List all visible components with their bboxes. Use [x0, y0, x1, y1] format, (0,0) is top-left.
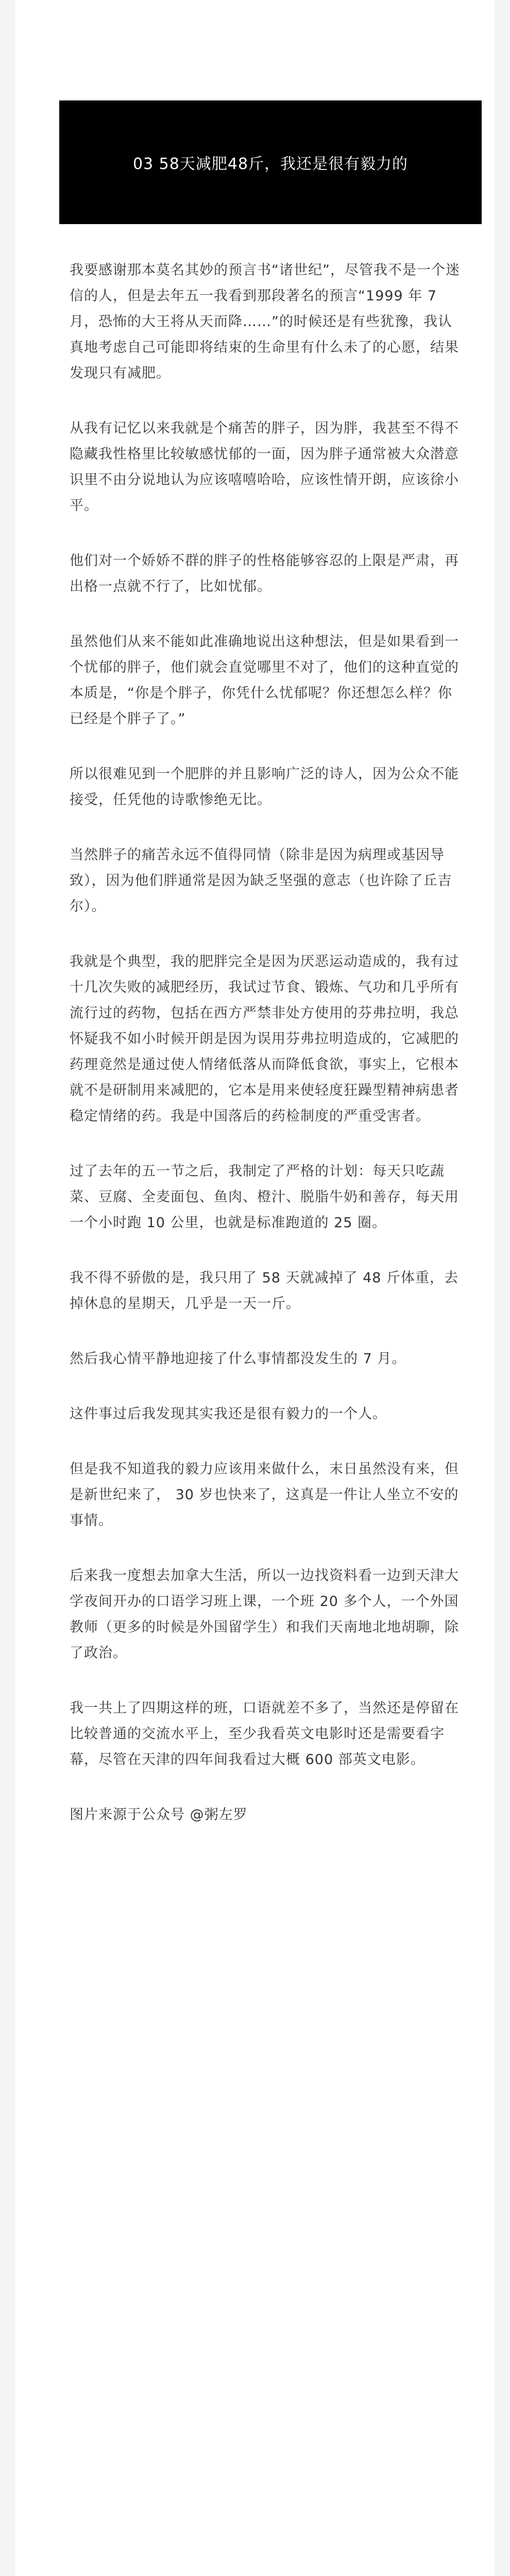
paragraph: 我一共上了四期这样的班，口语就差不多了，当然还是停留在比较普通的交流水平上，至少我看英文电影时还是需要看字幕，尽管在天津的四年间我看过大概 600 部英文电影。	[70, 1700, 459, 1768]
paragraph: 过了去年的五一节之后，我制定了严格的计划：每天只吃蔬菜、豆腐、全麦面包、鱼肉、橙汁、脱脂牛奶和善存，每天用一个小时跑 10 公里，也就是标准跑道的 25 圈。	[70, 1163, 459, 1231]
paragraph: 他们对一个娇娇不群的胖子的性格能够容忍的上限是严肃，再出格一点就不行了，比如忧郁。	[70, 553, 459, 595]
paragraph: 从我有记忆以来我就是个痛苦的胖子，因为胖，我甚至不得不隐藏我性格里比较敏感忧郁的一面，因为胖子通常被大众潜意识里不由分说地认为应该嘻嘻哈哈，应该性情开朗，应该徐小平。	[70, 420, 459, 514]
paragraph: 这件事过后我发现其实我还是很有毅力的一个人。	[70, 1406, 387, 1422]
paragraph: 然后我心情平静地迎接了什么事情都没发生的 7 月。	[70, 1351, 406, 1367]
paragraph: 所以很难见到一个肥胖的并且影响广泛的诗人，因为公众不能接受，任凭他的诗歌惨绝无比。	[70, 766, 459, 808]
paragraph: 我就是个典型，我的肥胖完全是因为厌恶运动造成的，我有过十几次失败的减肥经历，我试过节食、锻炼、气功和几乎所有流行过的药物，包括在西方严禁非处方使用的芬弗拉明，我总怀疑我不如小时候开朗是因为误用芬弗拉明造成的，它减肥的药理竟然是通过使人情绪低落从而降低食欲，事实上，它根本就不是研制用来减肥的，它本是用来使轻度狂躁型精神病患者稳定情绪的药。我是中国落后的药检制度的严重受害者。	[70, 954, 459, 1124]
paragraph: 后来我一度想去加拿大生活，所以一边找资料看一边到天津大学夜间开办的口语学习班上课，一个班 20 多个人，一个外国教师（更多的时候是外国留学生）和我们天南地北地胡聊，除了政治。	[70, 1568, 459, 1661]
paragraph: 当然胖子的痛苦永远不值得同情（除非是因为病理或基因导致），因为他们胖通常是因为缺乏坚强的意志（也许除了丘吉尔）。	[70, 847, 452, 914]
note-card	[15, 0, 495, 2576]
paragraph: 虽然他们从来不能如此准确地说出这种想法，但是如果看到一个忧郁的胖子，他们就会直觉哪里不对了，他们的这种直觉的本质是，“你是个胖子，你凭什么忧郁呢？你还想怎么样？你已经是个胖子了。”	[70, 634, 459, 727]
paragraph: 但是我不知道我的毅力应该用来做什么，末日虽然没有来，但是新世纪来了， 30 岁也快来了，这真是一件让人坐立不安的事情。	[70, 1461, 459, 1529]
header-title: 03 58天减肥48斤，我还是很有毅力的	[132, 155, 409, 173]
paragraph: 我要感谢那本莫名其妙的预言书“诸世纪”，尽管我不是一个迷信的人，但是去年五一我看到那段著名的预言“1999 年 7 月，恐怖的大王将从天而降……”的时候还是有些犹豫，我认真地考虑自己可能即将结束的生命里有什么未了的心愿，结果发现只有减肥。	[70, 262, 460, 381]
article-body	[70, 258, 461, 1857]
header-banner	[59, 100, 482, 224]
image-source-credit: 图片来源于公众号 @粥左罗	[70, 1807, 248, 1823]
paragraph: 我不得不骄傲的是，我只用了 58 天就减掉了 48 斤体重，去掉休息的星期天，几乎是一天一斤。	[70, 1270, 459, 1312]
